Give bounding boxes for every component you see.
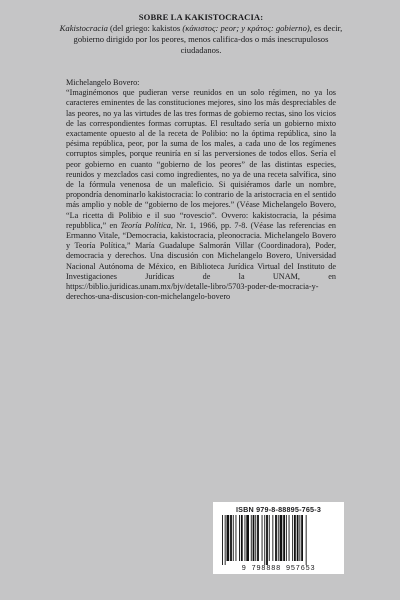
definition-term: Kakistocracia bbox=[59, 23, 108, 33]
barcode-bar bbox=[275, 515, 277, 561]
barcode-bar bbox=[250, 515, 251, 561]
barcode-icon bbox=[220, 515, 338, 565]
barcode-bar bbox=[226, 515, 229, 561]
quote-block bbox=[66, 78, 336, 302]
barcode-bar bbox=[292, 515, 293, 561]
barcode-bar bbox=[277, 515, 278, 561]
barcode-bar bbox=[240, 515, 242, 561]
barcode-bar bbox=[235, 515, 236, 561]
barcode-bar bbox=[222, 515, 223, 565]
definition-text-2: , es decir, gobierno dirigido por los peores, menos califica-dos o más inescrupulosos ciudadanos. bbox=[73, 23, 343, 55]
barcode-bar bbox=[266, 515, 268, 565]
barcode-bar bbox=[285, 515, 286, 561]
barcode-bar bbox=[246, 515, 249, 561]
quote-author: Michelangelo Bovero: bbox=[66, 78, 140, 87]
barcode-bar bbox=[261, 515, 262, 561]
barcode-bar bbox=[244, 515, 245, 561]
barcode-bar bbox=[268, 515, 269, 561]
barcode-bar bbox=[288, 515, 289, 561]
header-block bbox=[56, 12, 346, 56]
barcode-bar bbox=[294, 515, 296, 561]
barcode-bar bbox=[255, 515, 256, 561]
quote-text-1: “Imaginémonos que pudieran verse reunidos en un solo régimen, no ya los caracteres eminentes de las constituciones mejores, sino los más despreciables de las peores, no ya las virtudes de las tres formas de gobierno rectas, sino los vicios de las correspondientes formas corruptas. El resultado sería un gobierno mixto exactamente opuesto al de la receta de Polibio: no la óptima república, sino la pésima república, peor, por la suma de los males, a cada uno de los regímenes corruptos simples, porque reuniría en sí las perversiones de todos ellos. Sería el peor gobierno en cuanto “gobierno de los peores” de las distintas especies, reunidos y mezclados casi como ingredientes, no ya de una receta salvífica, sino de la fórmula venenosa de un maleficio. Si quisiéramos darle un nombre, propondría denominarlo kakistocracia: lo contrario de la aristocracia en el sentido más amplio y noble de “gobierno de los mejores.” (Véase Michelangelo Bovero, “La ricetta di Polibio e il suo “rovescio”. Ovvero: kakistocracia, la pésima repubblica,” en bbox=[66, 88, 336, 230]
barcode-bar bbox=[299, 515, 300, 561]
definition-greek: (κάκιστος: peor; y κράτος: gobierno) bbox=[182, 23, 310, 33]
isbn-label: ISBN 979-8-88895-765-3 bbox=[235, 505, 322, 514]
barcode-digits: 9 798888 957653 bbox=[241, 565, 316, 573]
barcode-bar bbox=[296, 515, 298, 561]
barcode-bar bbox=[283, 515, 285, 561]
quote-paragraph bbox=[66, 88, 336, 302]
barcode-bar bbox=[232, 515, 233, 561]
quote-text-2: , Nr. 1, 1966, pp. 7-8. (Véase las referencias en Ermanno Vitale, “Democracia, kakistocracia, pleonocracia. Michelangelo Bovero y Teoría Política,” María Guadalupe Salmorán Villar (Coordinadora), Poder, democracia y derechos. Una discusión con Michelangelo Bovero, Universidad Nacional Autónoma de México, en Biblioteca Jurídica Virtual del Instituto de Investigaciones Jurídicas de la UNAM, en https://biblio.juridicas.unam.mx/bjv/detalle-libro/5703-poder-de-mocracia-y-derechos-una-discusion-con-michelangelo-bovero bbox=[66, 220, 337, 302]
barcode-bar bbox=[279, 515, 282, 561]
barcode-bar bbox=[224, 515, 225, 565]
journal-name: Teoría Política bbox=[120, 220, 171, 230]
barcode-bar bbox=[305, 515, 306, 565]
book-title: SOBRE LA KAKISTOCRACIA: bbox=[138, 12, 264, 22]
barcode-bar bbox=[257, 515, 259, 561]
barcode-bar bbox=[301, 515, 303, 561]
isbn-barcode-box bbox=[213, 502, 344, 574]
definition-text-1: (del griego: kakistos bbox=[107, 23, 183, 33]
definition-paragraph bbox=[56, 23, 346, 56]
barcode-bar bbox=[272, 515, 273, 561]
barcode-bar bbox=[230, 515, 232, 561]
barcode-bar bbox=[264, 515, 265, 565]
barcode-bar bbox=[252, 515, 254, 561]
barcode-bar bbox=[239, 515, 240, 561]
